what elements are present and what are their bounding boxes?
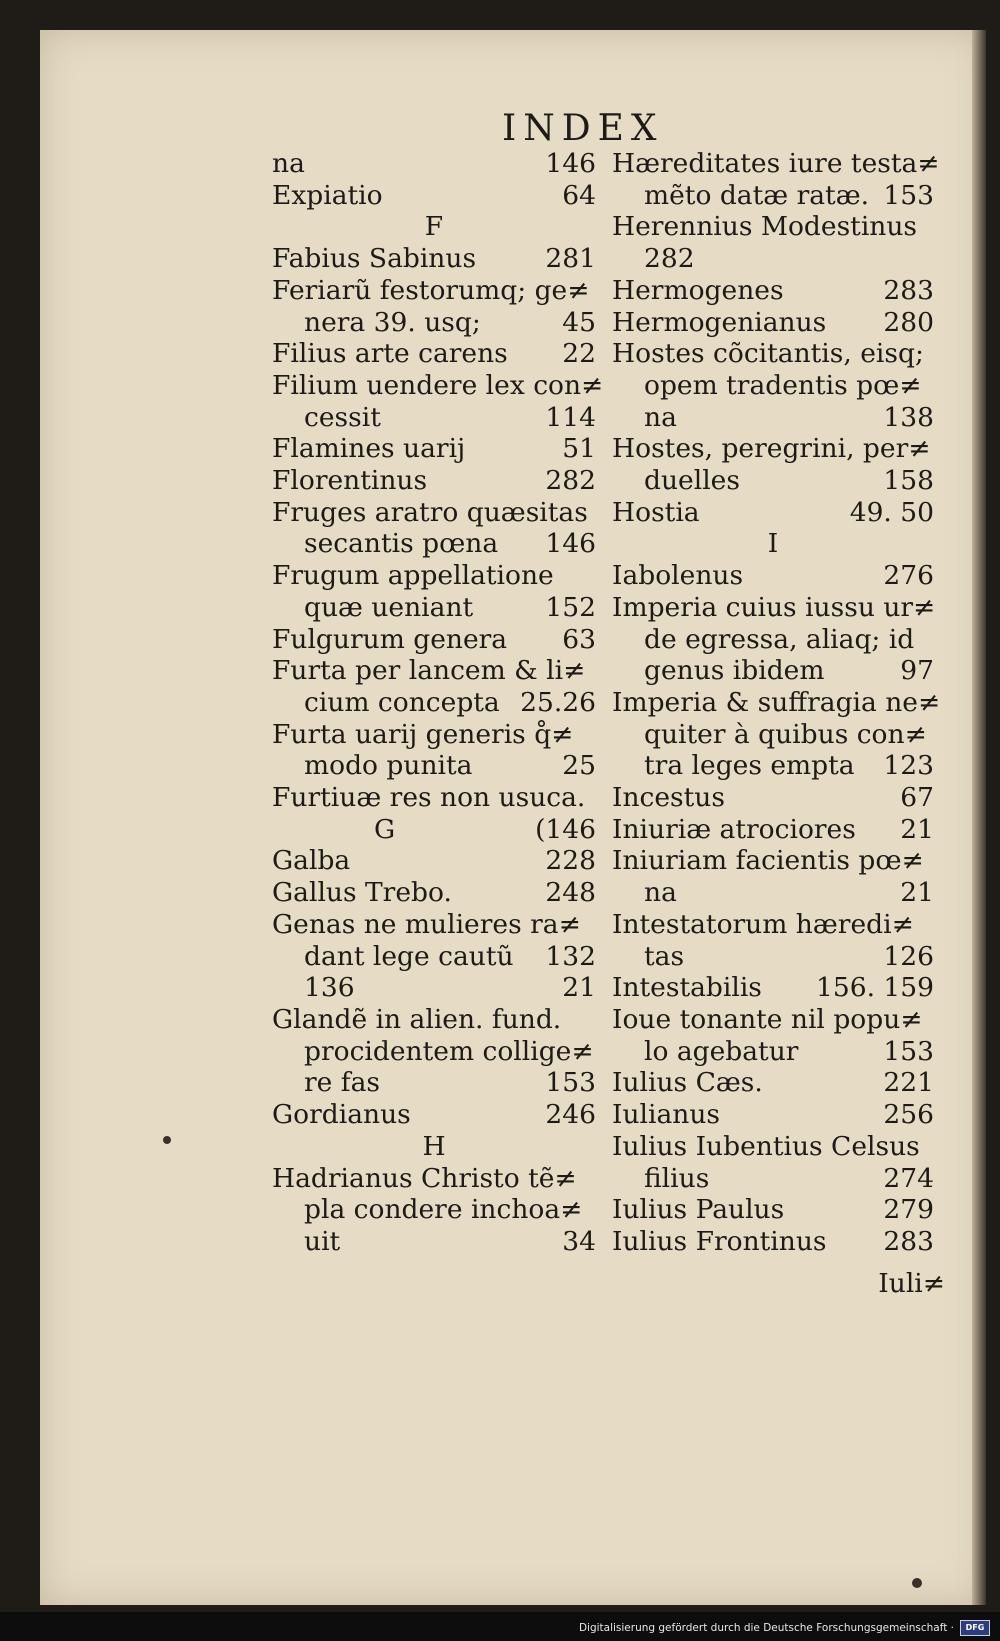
index-term: Iulius Frontinus bbox=[612, 1225, 827, 1257]
index-entry bbox=[272, 845, 596, 877]
index-term: Iabolenus bbox=[612, 560, 744, 592]
index-entry bbox=[612, 782, 934, 814]
page-reference: 45 bbox=[562, 306, 596, 338]
index-term: Filium uendere lex con≠ bbox=[272, 369, 604, 401]
page-reference: 97 bbox=[900, 655, 934, 687]
index-entry bbox=[612, 972, 934, 1004]
index-entry bbox=[612, 1004, 934, 1067]
index-entry bbox=[272, 465, 596, 497]
index-entry bbox=[612, 307, 934, 339]
page-reference: 67 bbox=[900, 782, 934, 814]
index-entry bbox=[612, 1226, 934, 1258]
index-term: Furta uarij generis q̊≠ bbox=[272, 718, 574, 750]
index-entry bbox=[272, 275, 596, 338]
index-term: na bbox=[272, 148, 305, 179]
index-term-continued: tra leges empta bbox=[644, 750, 855, 782]
page-reference: 282 bbox=[545, 465, 596, 497]
page-reference: 123 bbox=[883, 750, 934, 782]
index-term-continued: de egressa, aliaq; id bbox=[644, 623, 915, 655]
page-reference: 21 bbox=[562, 972, 596, 1004]
index-term-continued: re fas bbox=[304, 1067, 380, 1099]
index-term: Iulianus bbox=[612, 1099, 721, 1131]
index-term: Hostes, peregrini, per≠ bbox=[612, 433, 931, 465]
section-letter bbox=[272, 814, 596, 846]
page-reference: 158 bbox=[883, 465, 934, 497]
index-term-continued: quiter à quibus con≠ bbox=[644, 718, 927, 750]
index-entry bbox=[612, 1131, 934, 1194]
index-term-continued: nera 39. usq; bbox=[304, 306, 481, 338]
index-term: Filius arte carens bbox=[272, 338, 508, 370]
index-term-continued: lo agebatur bbox=[644, 1035, 799, 1067]
index-term: Hostes cõcitantis, eisq; bbox=[612, 338, 924, 370]
page-reference: 114 bbox=[545, 401, 596, 433]
index-entry bbox=[612, 1067, 934, 1099]
page-reference: 274 bbox=[883, 1162, 934, 1194]
index-term-continued: na bbox=[644, 401, 677, 433]
index-term-continued: tas bbox=[644, 940, 685, 972]
index-entry bbox=[612, 275, 934, 307]
index-term-continued: quæ ueniant bbox=[304, 591, 474, 623]
index-term-continued: pla condere inchoa≠ bbox=[304, 1194, 583, 1226]
index-term: Furtiuæ res non usuca. bbox=[272, 782, 586, 814]
index-term: Hadrianus Christo tẽ≠ bbox=[272, 1162, 577, 1194]
ink-spot bbox=[912, 1578, 922, 1588]
section-letter-text: I bbox=[767, 528, 779, 560]
index-entry bbox=[612, 338, 934, 433]
index-term: Flamines uarij bbox=[272, 433, 466, 465]
index-term: Iniuriam facientis pœ≠ bbox=[612, 845, 924, 877]
index-entry bbox=[272, 369, 604, 433]
page-reference: 152 bbox=[545, 591, 596, 623]
index-entry bbox=[612, 909, 934, 972]
page-reference: 132 bbox=[545, 940, 596, 972]
page-reference: 146 bbox=[545, 528, 596, 560]
index-term: Ioue tonante nil popu≠ bbox=[612, 1003, 923, 1035]
page-reference: 256 bbox=[883, 1099, 934, 1131]
index-entry bbox=[272, 497, 596, 560]
section-letter bbox=[272, 1131, 596, 1163]
page-reference: 246 bbox=[545, 1099, 596, 1131]
index-entry bbox=[272, 1099, 596, 1131]
index-term-continued: uit bbox=[304, 1225, 341, 1257]
page-reference: 146 bbox=[545, 148, 596, 179]
page-reference: 64 bbox=[562, 179, 596, 211]
index-term: Frugum appellatione bbox=[272, 560, 554, 592]
index-term-continued: modo punita bbox=[304, 750, 473, 782]
index-entry bbox=[612, 814, 934, 846]
index-term: Fulgurum genera bbox=[272, 623, 508, 655]
section-letter-text: G bbox=[374, 813, 396, 845]
section-letter bbox=[272, 211, 596, 243]
index-entry bbox=[612, 845, 934, 908]
index-term: Gallus Trebo. bbox=[272, 877, 452, 909]
index-term-continued: opem tradentis pœ≠ bbox=[644, 369, 922, 401]
page-reference: 25.26 bbox=[520, 686, 596, 718]
page-reference: 283 bbox=[883, 274, 934, 306]
index-entry bbox=[272, 719, 596, 782]
index-entry bbox=[612, 1194, 934, 1226]
index-term: Iulius Iubentius Celsus bbox=[612, 1130, 920, 1162]
index-term: Imperia cuius iussu ur≠ bbox=[612, 591, 936, 623]
page-reference: 153 bbox=[883, 179, 934, 211]
index-term-continued: procidentem collige≠ bbox=[304, 1035, 594, 1067]
index-term: Iulius Paulus bbox=[612, 1194, 785, 1226]
index-term: Fruges aratro quæsitas bbox=[272, 496, 588, 528]
index-entry bbox=[612, 1099, 934, 1131]
index-term-continued: na bbox=[644, 877, 677, 909]
page-reference: 221 bbox=[883, 1067, 934, 1099]
index-entry bbox=[272, 909, 596, 1004]
index-term: Iulius Cæs. bbox=[612, 1067, 763, 1099]
index-term-continued: cium concepta bbox=[304, 686, 500, 718]
index-term-continued: 282 bbox=[644, 243, 695, 275]
ink-spot bbox=[163, 1136, 171, 1144]
section-letter-text: H bbox=[422, 1130, 446, 1162]
index-term: Hæreditates iure testa≠ bbox=[612, 148, 940, 179]
catchword: Iuli≠ bbox=[878, 1268, 945, 1299]
index-term: Fabius Sabinus bbox=[272, 243, 477, 275]
section-letter-text: F bbox=[424, 211, 444, 243]
index-entry bbox=[272, 1163, 596, 1258]
index-term: Expiatio bbox=[272, 179, 383, 211]
index-entry bbox=[272, 782, 596, 814]
index-entry bbox=[272, 338, 596, 370]
index-term-continued: mẽto datæ ratæ. bbox=[644, 179, 870, 211]
index-term: Furta per lancem & li≠ bbox=[272, 655, 586, 687]
index-entry bbox=[272, 1004, 596, 1099]
page-reference: 49. 50 bbox=[849, 496, 934, 528]
index-term-continued: dant lege cautũ 132 bbox=[304, 940, 596, 972]
page-reference: 281 bbox=[545, 243, 596, 275]
index-term: Iniuriæ atrociores bbox=[612, 813, 856, 845]
page-reference: 25 bbox=[562, 750, 596, 782]
page-reference: 21 bbox=[900, 877, 934, 909]
page-reference: 280 bbox=[883, 306, 934, 338]
index-term: Intestabilis bbox=[612, 972, 762, 1004]
index-entry bbox=[272, 180, 596, 212]
index-entry bbox=[272, 243, 596, 275]
index-term-continued: 136 21 bbox=[304, 972, 596, 1004]
index-term-continued: filius bbox=[644, 1162, 710, 1194]
index-entry bbox=[612, 148, 940, 211]
index-term: Hostia bbox=[612, 496, 700, 528]
index-term: Imperia & suffragia ne≠ bbox=[612, 686, 941, 718]
page-reference: 276 bbox=[883, 560, 934, 592]
index-entry bbox=[272, 148, 596, 180]
index-entry bbox=[272, 560, 596, 623]
page-reference: 279 bbox=[883, 1194, 934, 1226]
dfg-logo: DFG bbox=[960, 1620, 990, 1636]
index-term: Florentinus bbox=[272, 465, 428, 497]
page-reference: 51 bbox=[562, 433, 596, 465]
index-entry bbox=[272, 624, 596, 656]
index-term: Hermogenes bbox=[612, 274, 784, 306]
page-reference: 126 bbox=[883, 940, 934, 972]
index-entry bbox=[612, 497, 934, 529]
page-reference: 21 bbox=[900, 813, 934, 845]
index-term: Glandẽ in alien. fund. bbox=[272, 1003, 562, 1035]
index-term-continued: secantis pœna bbox=[304, 528, 499, 560]
page-reference-continued: (146 bbox=[535, 813, 596, 845]
page-reference: 63 bbox=[562, 623, 596, 655]
page-reference: 228 bbox=[545, 845, 596, 877]
index-term: Gordianus bbox=[272, 1099, 411, 1131]
index-entry bbox=[612, 686, 941, 782]
section-letter bbox=[612, 528, 934, 560]
index-term: Intestatorum hæredi≠ bbox=[612, 908, 914, 940]
page-reference: 153 bbox=[545, 1067, 596, 1099]
index-term: Hermogenianus bbox=[612, 306, 827, 338]
index-term: Genas ne mulieres ra≠ bbox=[272, 908, 581, 940]
index-term: Incestus bbox=[612, 782, 725, 814]
index-entry bbox=[612, 433, 934, 496]
page-reference: 153 bbox=[883, 1035, 934, 1067]
index-term: Herennius Modestinus bbox=[612, 211, 918, 243]
index-entry bbox=[272, 655, 596, 718]
book-binding-edge bbox=[972, 30, 986, 1605]
index-column-right bbox=[612, 148, 941, 1258]
index-entry bbox=[612, 592, 934, 687]
footer-credit: Digitalisierung gefördert durch die Deutsche Forschungsgemeinschaft · bbox=[578, 1622, 954, 1634]
index-entry bbox=[612, 560, 934, 592]
page-reference: 138 bbox=[883, 401, 934, 433]
page-reference: 34 bbox=[562, 1225, 596, 1257]
index-entry bbox=[272, 433, 596, 465]
page-title: INDEX bbox=[502, 108, 664, 149]
index-entry bbox=[612, 211, 934, 274]
index-term-continued: cessit bbox=[304, 401, 381, 433]
page-reference: 22 bbox=[562, 338, 596, 370]
index-term-continued: duelles bbox=[644, 465, 740, 497]
index-entry bbox=[272, 877, 596, 909]
page-reference: 283 bbox=[883, 1225, 934, 1257]
index-term: Galba bbox=[272, 845, 351, 877]
page-reference: 248 bbox=[545, 877, 596, 909]
page-reference: 156. 159 bbox=[815, 972, 934, 1004]
index-term: Feriarũ festorumq; ge≠ bbox=[272, 274, 590, 306]
index-column-left bbox=[272, 148, 604, 1258]
index-term-continued: genus ibidem bbox=[644, 655, 825, 687]
